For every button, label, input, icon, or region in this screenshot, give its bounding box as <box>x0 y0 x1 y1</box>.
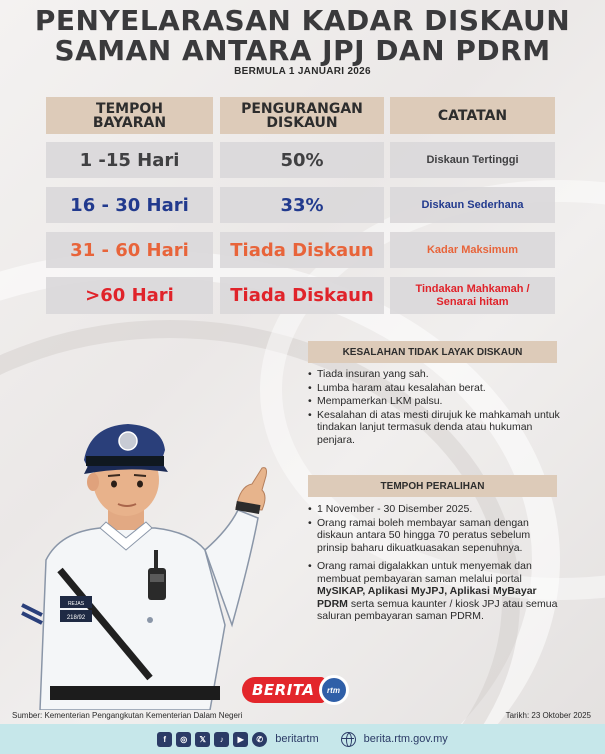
kesalahan-list <box>308 368 560 447</box>
globe-icon <box>341 732 356 747</box>
number-tag-text: 218/92 <box>66 615 86 621</box>
date-text: Tarikh: 23 Oktober 2025 <box>505 711 591 720</box>
row-period: >60 Hari <box>46 277 213 314</box>
header-tempoh-bayaran: TEMPOH BAYARAN <box>46 97 213 134</box>
footer-bar <box>0 724 605 754</box>
berita-rtm-logo <box>242 675 354 705</box>
row-period: 1 -15 Hari <box>46 142 213 178</box>
tiktok-icon[interactable]: ♪ <box>214 732 229 747</box>
list-item-text: Orang ramai digalakkan untuk menyemak dan membuat pembayaran saman melalui portal <box>317 560 532 585</box>
social-handle[interactable]: beritartm <box>275 733 319 745</box>
rtm-logo-icon: rtm <box>319 675 349 705</box>
row-discount: 33% <box>220 187 384 223</box>
row-period: 16 - 30 Hari <box>46 187 213 223</box>
list-item: • Orang ramai boleh membayar saman dengan diskaun antara 50 hingga 70 peratus sebelum prinsip baharu dikuatkuasakan sepenuhnya. <box>308 517 560 555</box>
instagram-icon[interactable]: ◎ <box>176 732 191 747</box>
name-tag-text: REJAS <box>67 601 85 607</box>
header-catatan: CATATAN <box>390 97 555 134</box>
row-note: Diskaun Sederhana <box>390 187 555 223</box>
row-discount: 50% <box>220 142 384 178</box>
title-line-2: SAMAN ANTARA JPJ DAN PDRM <box>54 34 551 67</box>
row-note: Tindakan Mahkamah / Senarai hitam <box>390 277 555 314</box>
logo-text: BERITA <box>242 677 325 703</box>
x-icon[interactable]: 𝕏 <box>195 732 210 747</box>
whatsapp-icon[interactable]: ✆ <box>252 732 267 747</box>
row-note: Diskaun Tertinggi <box>390 142 555 178</box>
list-item: • 1 November - 30 Disember 2025. <box>308 503 560 516</box>
title-line-1: PENYELARASAN KADAR DISKAUN <box>34 4 571 37</box>
section-header-tempoh-peralihan: TEMPOH PERALIHAN <box>308 475 557 497</box>
source-text: Sumber: Kementerian Pengangkutan Kementerian Dalam Negeri <box>12 711 243 720</box>
row-period: 31 - 60 Hari <box>46 232 213 268</box>
list-item <box>308 560 560 623</box>
police-officer-illustration <box>0 410 300 710</box>
list-item: • Mempamerkan LKM palsu. <box>308 395 560 408</box>
list-item: • Tiada insuran yang sah. <box>308 368 560 381</box>
list-item: • Lumba haram atau kesalahan berat. <box>308 382 560 395</box>
row-discount: Tiada Diskaun <box>220 232 384 268</box>
row-note: Kadar Maksimum <box>390 232 555 268</box>
website-link[interactable]: berita.rtm.gov.my <box>363 733 448 745</box>
page-subtitle: BERMULA 1 JANUARI 2026 <box>234 66 371 77</box>
peralihan-list <box>308 503 560 624</box>
page-title <box>0 6 605 66</box>
row-discount: Tiada Diskaun <box>220 277 384 314</box>
list-item-text: serta semua kaunter / kiosk JPJ atau semua saluran pembayaran saman PDRM. <box>317 597 558 622</box>
section-header-kesalahan: KESALAHAN TIDAK LAYAK DISKAUN <box>308 341 557 363</box>
facebook-icon[interactable]: f <box>157 732 172 747</box>
header-pengurangan-diskaun: PENGURANGAN DISKAUN <box>220 97 384 134</box>
payment-channels: MySIKAP, Aplikasi MyJPJ, Aplikasi MyBayar PDRM <box>317 585 537 610</box>
list-item: • Kesalahan di atas mesti dirujuk ke mahkamah untuk tindakan lanjut termasuk denda atau hukuman penjara. <box>308 409 560 447</box>
youtube-icon[interactable]: ▶ <box>233 732 248 747</box>
